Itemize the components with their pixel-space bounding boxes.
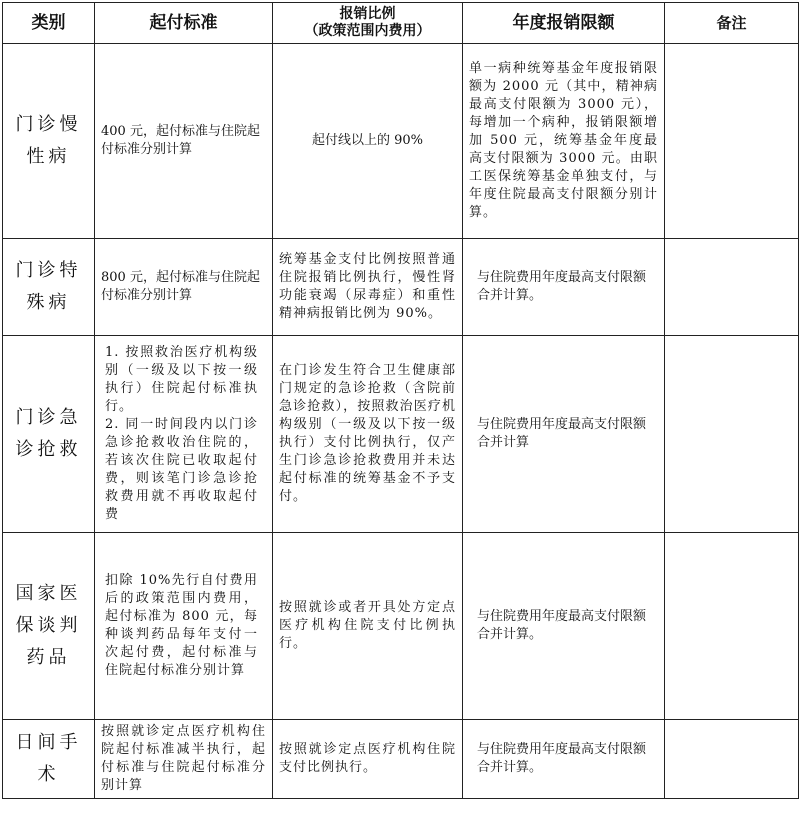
category-cell bbox=[3, 239, 95, 336]
header-ratio-line1: 报销比例 bbox=[339, 6, 396, 22]
table-row bbox=[3, 336, 799, 533]
note-cell bbox=[665, 720, 799, 799]
note-cell bbox=[665, 44, 799, 239]
header-category: 类别 bbox=[3, 3, 95, 44]
header-row bbox=[3, 3, 799, 44]
limit-cell: 与住院费用年度最高支付限额合并计算。 bbox=[463, 533, 665, 720]
header-ratio bbox=[273, 3, 463, 44]
threshold-item: 2. 同一时间段内以门诊急诊抢救收治住院的，若该次住院已收取起付费，则该笔门诊急诊抢救费用就不再收取起付费 bbox=[105, 417, 258, 522]
category-line: 保谈判 bbox=[15, 615, 82, 636]
category-line: 药品 bbox=[26, 647, 71, 668]
table-row bbox=[3, 239, 799, 336]
category-cell bbox=[3, 720, 95, 799]
policy-table bbox=[2, 2, 799, 799]
table-row bbox=[3, 44, 799, 239]
ratio-cell: 统筹基金支付比例按照普通住院报销比例执行，慢性肾功能衰竭（尿毒症）和重性精神病报销比例为 90%。 bbox=[273, 239, 463, 336]
limit-cell: 与住院费用年度最高支付限额合并计算。 bbox=[463, 239, 665, 336]
category-cell bbox=[3, 533, 95, 720]
threshold-cell: 扣除 10%先行自付费用后的政策范围内费用，起付标准为 800 元，每种谈判药品每年支付一次起付费，起付标准与住院起付标准分别计算 bbox=[95, 533, 273, 720]
threshold-cell: 400 元，起付标准与住院起付标准分别计算 bbox=[95, 44, 273, 239]
threshold-item: 1. 按照救治医疗机构级别（一级及以下按一级执行）住院起付标准执行。 bbox=[105, 345, 258, 414]
category-line: 诊抢救 bbox=[15, 439, 82, 460]
table-row bbox=[3, 720, 799, 799]
header-ratio-line2: （政策范围内费用） bbox=[304, 23, 431, 39]
category-cell bbox=[3, 44, 95, 239]
ratio-cell: 在门诊发生符合卫生健康部门规定的急诊抢救（含院前急诊抢救），按照救治医疗机构级别（一级及以下按一级执行）支付比例执行，仅产生门诊急诊抢救费用并未达起付标准的统筹基金不予支付。 bbox=[273, 336, 463, 533]
header-note: 备注 bbox=[665, 3, 799, 44]
header-threshold: 起付标准 bbox=[95, 3, 273, 44]
threshold-cell bbox=[95, 336, 273, 533]
category-line: 门诊急 bbox=[15, 407, 82, 428]
ratio-cell: 按照就诊定点医疗机构住院支付比例执行。 bbox=[273, 720, 463, 799]
category-line: 殊病 bbox=[26, 292, 71, 313]
category-line: 日间手 bbox=[15, 732, 82, 753]
threshold-cell: 800 元，起付标准与住院起付标准分别计算 bbox=[95, 239, 273, 336]
note-cell bbox=[665, 336, 799, 533]
category-line: 性病 bbox=[26, 146, 71, 167]
category-cell bbox=[3, 336, 95, 533]
category-line: 国家医 bbox=[15, 583, 82, 604]
ratio-cell: 起付线以上的 90% bbox=[273, 44, 463, 239]
header-limit: 年度报销限额 bbox=[463, 3, 665, 44]
note-cell bbox=[665, 239, 799, 336]
table-row bbox=[3, 533, 799, 720]
threshold-cell: 按照就诊定点医疗机构住院起付标准减半执行，起付标准与住院起付标准分别计算 bbox=[95, 720, 273, 799]
note-cell bbox=[665, 533, 799, 720]
category-line: 门诊慢 bbox=[15, 114, 82, 135]
category-line: 术 bbox=[37, 764, 60, 785]
category-line: 门诊特 bbox=[15, 260, 82, 281]
limit-cell: 与住院费用年度最高支付限额合并计算。 bbox=[463, 720, 665, 799]
limit-cell: 单一病种统筹基金年度报销限额为 2000 元（其中，精神病最高支付限额为 3000 元）， 每增加一个病种，报销限额增加 500 元，统筹基金年度最高支付限额为 3000 元。由职工医保统筹基金单独支付，与年度住院最高支付限额分别计算。 bbox=[463, 44, 665, 239]
limit-cell: 与住院费用年度最高支付限额合并计算 bbox=[463, 336, 665, 533]
ratio-cell: 按照就诊或者开具处方定点医疗机构住院支付比例执行。 bbox=[273, 533, 463, 720]
